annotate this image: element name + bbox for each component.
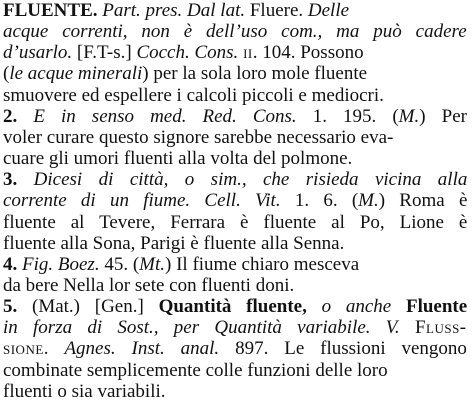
text-run: Dicesi di città, o sim., che risieda vicina alla <box>33 169 468 191</box>
text-run: Delle <box>307 0 350 21</box>
text-run: da bere Nella lor sete con fluenti doni. <box>3 274 295 296</box>
text-run: fluente alla Sona, Parigi è fluente alla Senna. <box>3 232 345 254</box>
text-run: fluenti o sia variabili. <box>3 380 166 402</box>
text-run: Fluss- <box>414 317 467 339</box>
entry-line <box>3 338 467 360</box>
entry-line <box>3 190 467 212</box>
entry-line <box>3 63 367 85</box>
text-run: ) Per <box>419 105 467 127</box>
text-run: Mt. <box>139 253 166 275</box>
text-run: ) Il fiume chiaro mesceva <box>165 253 360 275</box>
text-run: Agnes. Inst. anal. <box>64 338 220 360</box>
text-run: 1. 6. ( <box>280 190 359 212</box>
text-run: Part. pres. Dal lat. <box>102 0 246 21</box>
entry-line <box>3 212 467 234</box>
text-run: Cocch. Cons. <box>136 42 239 64</box>
text-run: voler curare questo signore sarebbe necessario eva- <box>3 126 394 148</box>
entry-line <box>3 169 467 191</box>
text-run: 5. <box>3 296 18 318</box>
text-run: Fluente <box>405 296 468 318</box>
entry-line <box>3 381 166 403</box>
entry-line <box>3 106 467 128</box>
text-run <box>391 296 406 317</box>
text-run <box>400 317 415 338</box>
text-run: o anche <box>321 296 392 318</box>
text-run <box>17 106 33 127</box>
text-run: combinate semplicemente colle funzioni delle loro <box>3 359 388 381</box>
text-run: M. <box>398 105 420 127</box>
entry-line <box>3 275 294 297</box>
text-run: ii <box>243 42 253 64</box>
text-run: in forza di Sost., per Quantità variabile. V. <box>3 317 400 339</box>
text-run: cuare gli umori fluenti alla volta del polmone. <box>3 148 353 170</box>
text-run: Fig. Boez. <box>22 253 100 275</box>
text-run: fluente al Tevere, Ferrara è fluente al Po, Lione è <box>3 211 468 233</box>
entry-line <box>3 127 393 149</box>
text-run: 3. <box>3 169 18 191</box>
text-run <box>307 296 322 317</box>
entry-line <box>3 233 344 255</box>
text-run: corrente di un fiume. Cell. Vit. <box>3 190 281 212</box>
text-run: 1. 195. ( <box>296 105 399 127</box>
text-run: Quantità fluente, <box>158 296 307 318</box>
text-run: [F.T-s.] <box>72 42 137 64</box>
text-run: ) per la sola loro mole fluente <box>142 63 368 85</box>
text-run: sione <box>3 338 44 360</box>
text-run: M. <box>358 190 379 212</box>
entry-line <box>3 317 467 339</box>
text-run: le acque minerali <box>9 63 143 85</box>
text-run: . <box>43 338 65 360</box>
text-run: d’usarlo. <box>3 42 73 64</box>
entry-line <box>3 21 467 43</box>
text-run: ) Roma è <box>378 190 468 212</box>
text-run: acque correnti, non è dell’uso com., ma può cadere <box>3 21 467 43</box>
entry-line <box>3 296 467 318</box>
entry-line <box>3 254 359 276</box>
text-run: 4. <box>3 253 18 275</box>
text-run: 45. ( <box>99 253 140 275</box>
entry-line <box>3 148 352 170</box>
text-run: 897. Le flussioni vengono <box>219 338 467 360</box>
text-run: 2. <box>3 105 18 127</box>
text-run: E in senso med. Red. Cons. <box>33 105 297 127</box>
entry-line <box>3 0 349 22</box>
text-run <box>17 169 33 190</box>
text-run: FLUENTE. <box>3 0 98 21</box>
text-run: smuovere ed espellere i calcoli piccoli e mediocri. <box>3 84 384 106</box>
entry-line <box>3 360 388 382</box>
entry-line <box>3 42 364 64</box>
text-run: . 104. Possono <box>252 42 364 64</box>
text-run: Fluere. <box>245 0 308 21</box>
text-run: ( <box>3 63 10 85</box>
text-run: (Mat.) [Gen.] <box>17 296 159 318</box>
entry-line <box>3 85 384 107</box>
